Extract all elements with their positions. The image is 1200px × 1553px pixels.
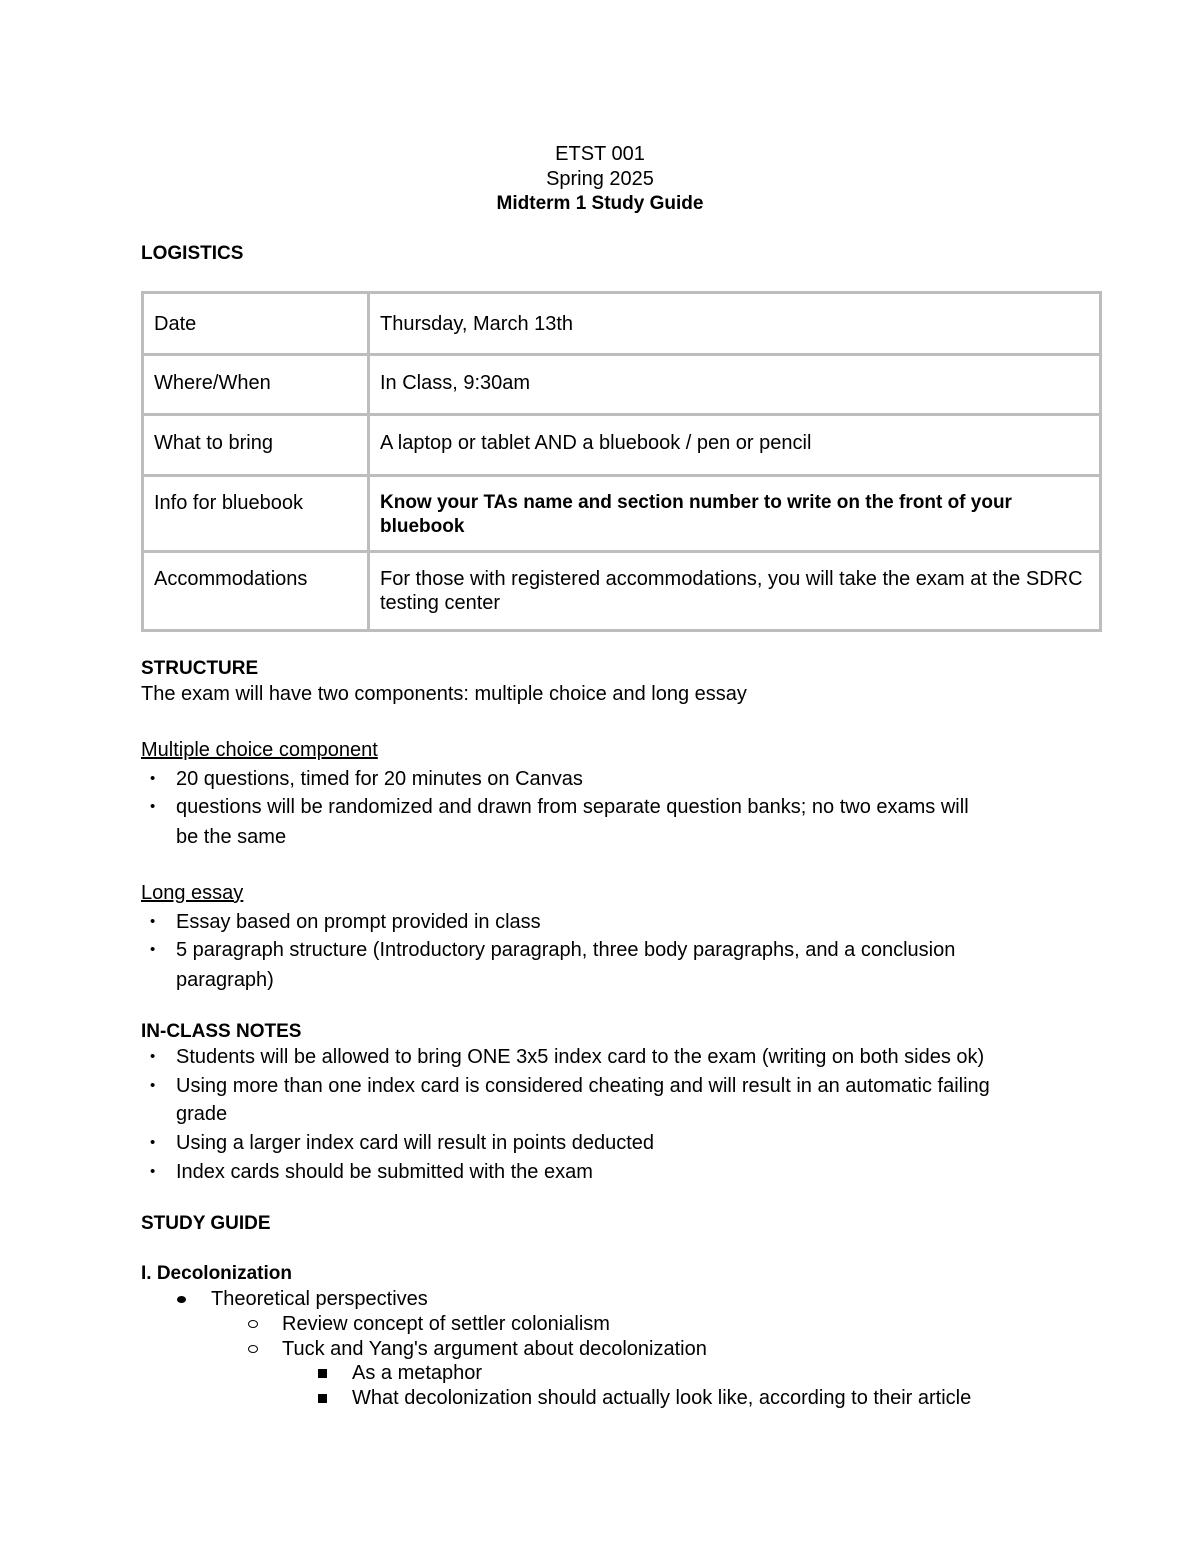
bullet-icon: •: [150, 913, 156, 930]
in-class-notes-heading: IN-CLASS NOTES: [141, 1021, 302, 1042]
long-essay-label: Long essay: [141, 882, 244, 904]
table-row: [143, 476, 1101, 552]
bullet-icon: •: [150, 798, 156, 815]
bullet-icon: •: [150, 1163, 156, 1180]
list-item-continuation: be the same: [176, 826, 287, 848]
filled-bullet-icon: [177, 1296, 186, 1303]
logistics-heading: LOGISTICS: [141, 243, 244, 264]
row-label: Where/When: [143, 355, 369, 415]
row-value: Thursday, March 13th: [369, 293, 1101, 355]
structure-intro: The exam will have two components: multiple choice and long essay: [141, 683, 747, 705]
list-item-continuation: paragraph): [176, 969, 274, 991]
list-item-level2: Review concept of settler colonialism: [282, 1313, 610, 1335]
row-label: Accommodations: [143, 552, 369, 631]
multiple-choice-label: Multiple choice component: [141, 739, 378, 761]
row-label: Info for bluebook: [143, 476, 369, 552]
list-item-level2: Tuck and Yang's argument about decolonization: [282, 1338, 707, 1360]
list-item-level1: Theoretical perspectives: [211, 1288, 428, 1310]
table-row: [143, 552, 1101, 631]
row-value: A laptop or tablet AND a bluebook / pen or pencil: [369, 415, 1101, 476]
section-title: I. Decolonization: [141, 1263, 292, 1284]
list-item-continuation: grade: [176, 1103, 228, 1125]
bullet-icon: •: [150, 1048, 156, 1065]
list-item-level3: What decolonization should actually look like, according to their article: [352, 1387, 972, 1409]
list-item: 20 questions, timed for 20 minutes on Canvas: [176, 768, 583, 790]
row-label: Date: [143, 293, 369, 355]
list-item: 5 paragraph structure (Introductory paragraph, three body paragraphs, and a conclusion: [176, 939, 956, 961]
hollow-bullet-icon: [248, 1345, 258, 1353]
table-row: [143, 293, 1101, 355]
course-code: ETST 001: [555, 143, 645, 165]
row-label: What to bring: [143, 415, 369, 476]
bullet-icon: •: [150, 1077, 156, 1094]
bullet-icon: •: [150, 1134, 156, 1151]
structure-heading: STRUCTURE: [141, 658, 259, 679]
square-bullet-icon: [318, 1369, 327, 1378]
document-title: Midterm 1 Study Guide: [496, 193, 704, 214]
study-guide-heading: STUDY GUIDE: [141, 1213, 271, 1234]
logistics-table: [141, 291, 1102, 632]
bullet-icon: •: [150, 770, 156, 787]
row-value: For those with registered accommodations, you will take the exam at the SDRC testing center: [369, 552, 1101, 631]
list-item: Essay based on prompt provided in class: [176, 911, 541, 933]
square-bullet-icon: [318, 1394, 327, 1403]
bullet-icon: •: [150, 941, 156, 958]
term: Spring 2025: [546, 168, 654, 190]
list-item: Students will be allowed to bring ONE 3x5 index card to the exam (writing on both sides ok): [176, 1046, 985, 1068]
list-item-level3: As a metaphor: [352, 1362, 483, 1384]
list-item: Using a larger index card will result in points deducted: [176, 1132, 655, 1154]
list-item: Index cards should be submitted with the exam: [176, 1161, 593, 1183]
list-item: Using more than one index card is considered cheating and will result in an automatic failing: [176, 1075, 990, 1097]
row-value: In Class, 9:30am: [369, 355, 1101, 415]
row-value: Know your TAs name and section number to write on the front of your bluebook: [369, 476, 1101, 552]
list-item: questions will be randomized and drawn from separate question banks; no two exams will: [176, 796, 969, 818]
hollow-bullet-icon: [248, 1320, 258, 1328]
table-row: [143, 355, 1101, 415]
table-row: [143, 415, 1101, 476]
